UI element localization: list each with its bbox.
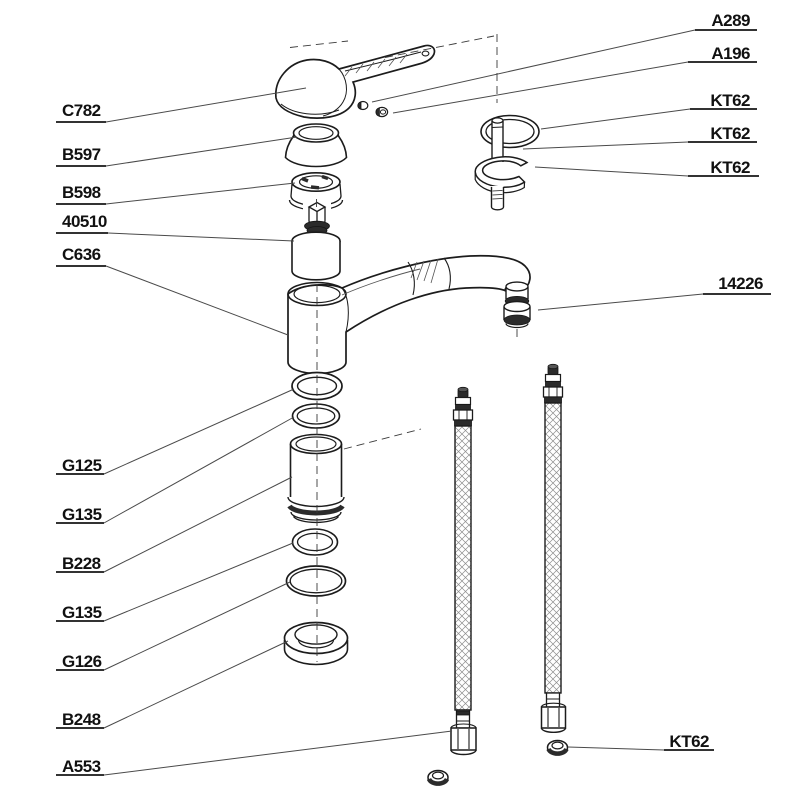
callout-labels bbox=[62, 11, 763, 776]
label-kt62-nut: KT62 bbox=[669, 732, 709, 751]
leader-14226 bbox=[538, 294, 703, 310]
label-b228: B228 bbox=[62, 554, 101, 573]
part-supply-hose-left bbox=[451, 387, 476, 754]
label-g126: G126 bbox=[62, 652, 102, 671]
leader-c782 bbox=[106, 88, 306, 122]
leader-b598 bbox=[106, 183, 295, 204]
label-40510: 40510 bbox=[62, 212, 107, 231]
part-handle-lever bbox=[276, 45, 435, 118]
label-g135-lower: G135 bbox=[62, 603, 102, 622]
leader-g135b bbox=[104, 543, 293, 621]
leader-kt62d bbox=[568, 747, 664, 750]
leader-kt62a bbox=[541, 109, 690, 129]
label-kt62-clamp: KT62 bbox=[710, 158, 750, 177]
part-o-ring-g135-lower bbox=[293, 529, 338, 555]
part-base-ring-b248 bbox=[284, 623, 348, 665]
leader-c636 bbox=[106, 266, 288, 335]
label-c782: C782 bbox=[62, 101, 101, 120]
leader-b597 bbox=[106, 137, 297, 166]
part-screw-plug bbox=[376, 107, 388, 116]
label-kt62-stud: KT62 bbox=[710, 124, 750, 143]
label-a553: A553 bbox=[62, 757, 101, 776]
label-a289: A289 bbox=[711, 11, 750, 30]
part-dome-cap bbox=[286, 124, 347, 167]
label-b248: B248 bbox=[62, 710, 101, 729]
leader-a553 bbox=[104, 731, 452, 775]
part-set-screw bbox=[358, 102, 368, 110]
label-b597: B597 bbox=[62, 145, 101, 164]
leader-g125 bbox=[104, 389, 294, 474]
callout-lines bbox=[56, 30, 771, 775]
part-mounting-stud bbox=[492, 118, 503, 162]
part-supply-hose-right bbox=[542, 364, 566, 732]
leader-kt62c bbox=[535, 167, 688, 176]
part-o-ring-g135-upper bbox=[293, 404, 340, 428]
leader-g126 bbox=[104, 582, 290, 670]
part-cartridge bbox=[292, 202, 340, 280]
label-c636: C636 bbox=[62, 245, 101, 264]
leader-40510 bbox=[108, 233, 294, 241]
part-mounting-nut-kt62 bbox=[548, 741, 568, 755]
part-mounting-washer-ring bbox=[481, 116, 539, 148]
label-a196: A196 bbox=[711, 44, 750, 63]
leader-b228 bbox=[104, 477, 292, 572]
part-sleeve-b228 bbox=[288, 435, 344, 523]
leader-b248 bbox=[104, 641, 288, 728]
part-nut-small bbox=[428, 771, 448, 785]
part-body-spout bbox=[288, 256, 530, 374]
label-g125: G125 bbox=[62, 456, 102, 475]
leader-kt62b bbox=[523, 142, 688, 149]
handle-tip-hole bbox=[422, 51, 429, 56]
leader-a289 bbox=[372, 30, 695, 102]
part-mounting-clamp bbox=[475, 157, 527, 210]
part-o-ring-g126 bbox=[287, 566, 346, 596]
leader-g135a bbox=[104, 417, 294, 523]
label-14226: 14226 bbox=[718, 274, 763, 293]
part-spout-adapter bbox=[504, 282, 530, 337]
label-kt62-ring: KT62 bbox=[710, 91, 750, 110]
label-g135-upper: G135 bbox=[62, 505, 102, 524]
label-b598: B598 bbox=[62, 183, 101, 202]
